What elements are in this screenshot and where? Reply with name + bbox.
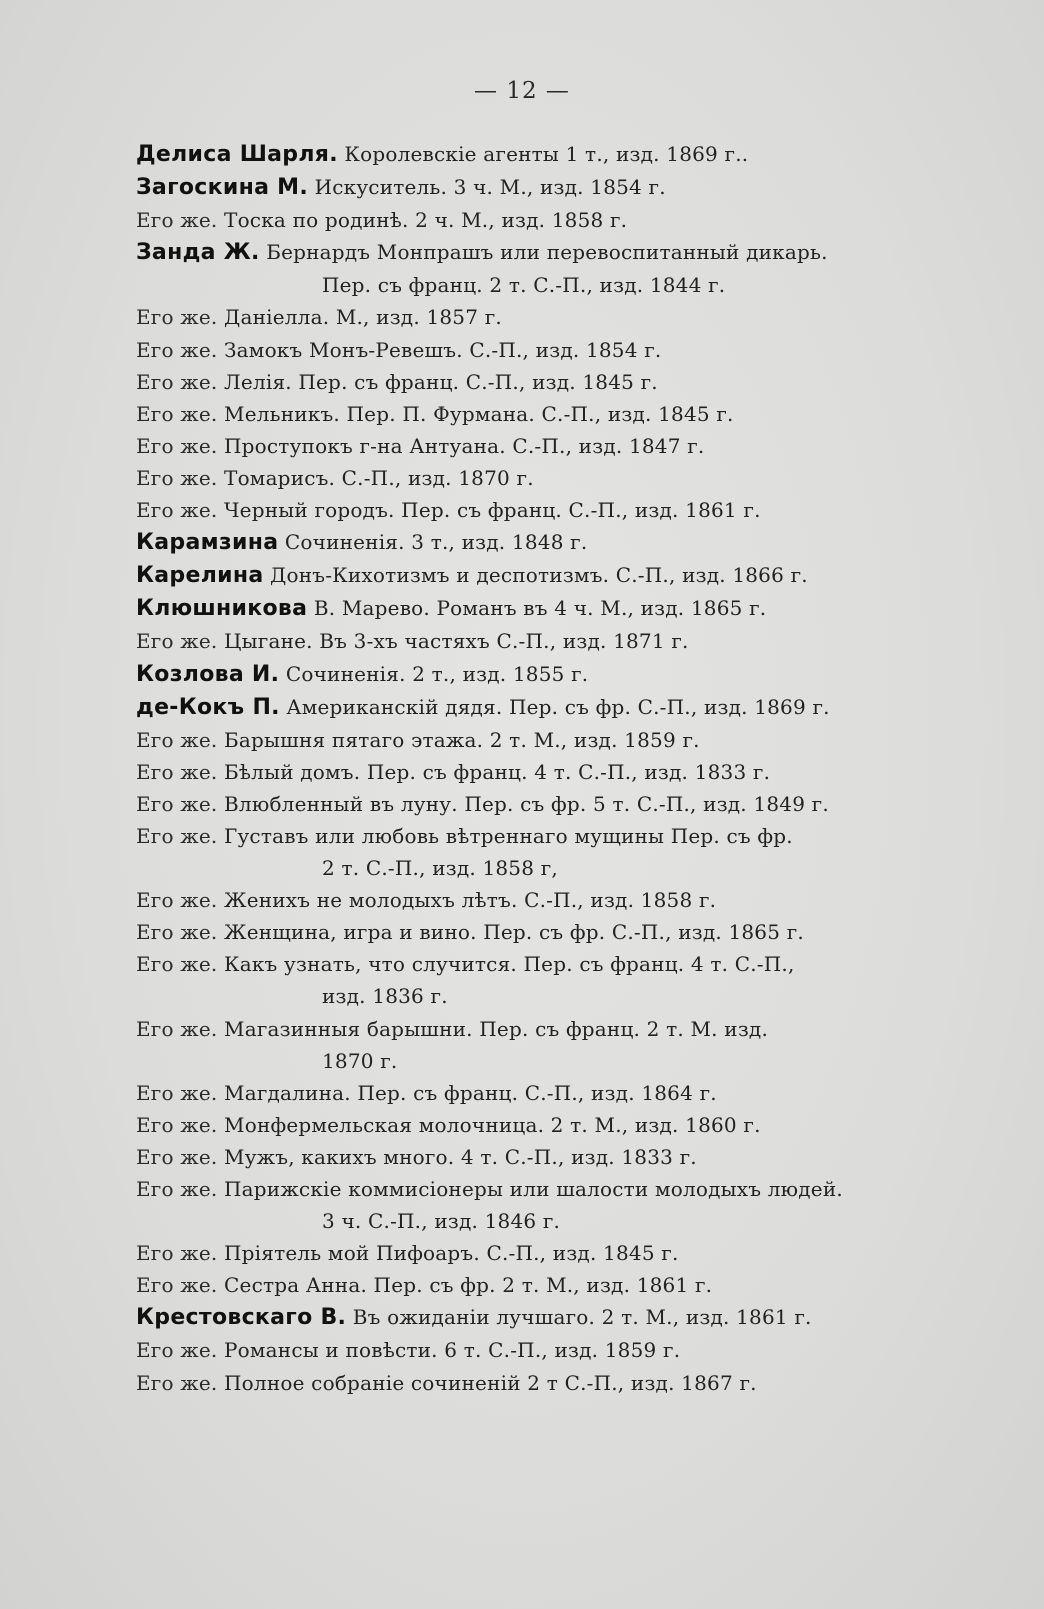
entry-author: де-Кокъ П.	[136, 694, 280, 720]
entry-same-author: Его же.	[136, 1273, 218, 1298]
entry-same-author: Его же.	[136, 498, 218, 523]
entry-title: Женихъ не молодыхъ лѣтъ. С.-П., изд. 1858 г.	[217, 888, 717, 913]
entry-same-author: Его же.	[136, 727, 218, 752]
catalog-entry	[136, 462, 926, 494]
catalog-entry	[136, 724, 926, 756]
entry-title: Магдалина. Пер. съ франц. С.-П., изд. 1864 г.	[217, 1080, 717, 1105]
entry-title: Сестра Анна. Пер. съ фр. 2 т. М., изд. 1861 г.	[217, 1273, 713, 1298]
entry-title: Мельникъ. Пер. П. Фурмана. С.-П., изд. 1845 г.	[217, 401, 734, 426]
entry-author: Загоскина М.	[136, 175, 309, 201]
entry-same-author: Его же.	[136, 1370, 218, 1395]
catalog-entry	[136, 526, 926, 559]
entry-author: Козлова И.	[136, 661, 280, 687]
entry-title: Парижскіе коммисіонеры или шалости молодыхъ людей.	[217, 1177, 843, 1201]
entry-title: Сочиненія. 3 т., изд. 1848 г.	[278, 530, 588, 555]
entry-title: Тоска по родинѣ. 2 ч. М., изд. 1858 г.	[217, 208, 628, 233]
catalog-entry	[136, 334, 926, 366]
entry-title: Черный городъ. Пер. съ франц. С.-П., изд. 1861 г.	[217, 498, 761, 523]
entry-title: Магазинныя барышни. Пер. съ франц. 2 т. М. изд.	[217, 1016, 769, 1041]
catalog-entry	[136, 1269, 926, 1301]
entry-title: Лелія. Пер. съ франц. С.-П., изд. 1845 г.	[217, 369, 658, 394]
catalog-entry	[136, 625, 926, 657]
entry-author: Крестовскаго В.	[136, 1305, 347, 1331]
catalog-entry	[136, 1077, 926, 1109]
entry-title: Пріятель мой Пифоаръ. С.-П., изд. 1845 г.	[217, 1241, 679, 1266]
entry-same-author: Его же.	[136, 823, 218, 848]
entry-same-author: Его же.	[136, 1112, 218, 1137]
entry-same-author: Его же.	[136, 433, 218, 458]
entry-same-author: Его же.	[136, 305, 218, 330]
catalog-entry	[136, 691, 926, 724]
entry-title: Бѣлый домъ. Пер. съ франц. 4 т. С.-П., изд. 1833 г.	[217, 759, 771, 784]
catalog-entry	[136, 398, 926, 430]
catalog-entry	[136, 366, 926, 398]
entry-title: Въ ожиданіи лучшаго. 2 т. М., изд. 1861 г.	[346, 1305, 812, 1330]
entry-same-author: Его же.	[136, 888, 218, 913]
catalog-entry	[136, 204, 926, 236]
entry-same-author: Его же.	[136, 952, 218, 977]
entry-title: Влюбленный въ луну. Пер. съ фр. 5 т. С.-П., изд. 1849 г.	[217, 791, 829, 816]
entry-title: Мужъ, какихъ много. 4 т. С.-П., изд. 1833 г.	[217, 1144, 697, 1169]
catalog-entry	[136, 756, 926, 788]
entry-continuation: 2 т. С.-П., изд. 1858 г,	[322, 856, 558, 881]
entry-same-author: Его же.	[136, 759, 218, 784]
catalog-entry	[136, 1367, 926, 1399]
entry-same-author: Его же.	[136, 465, 218, 490]
entry-same-author: Его же.	[136, 369, 218, 394]
entry-author: Карамзина	[136, 530, 279, 556]
entry-title: Даніелла. М., изд. 1857 г.	[217, 305, 502, 330]
entry-continuation: 3 ч. С.-П., изд. 1846 г.	[322, 1209, 561, 1234]
entry-same-author: Его же.	[136, 1080, 218, 1105]
entry-title: В. Марево. Романъ въ 4 ч. М., изд. 1865 г.	[307, 596, 767, 621]
catalog-entry	[136, 948, 926, 1012]
entry-title: Густавъ или любовь вѣтреннаго мущины Пер. съ фр.	[217, 823, 793, 848]
catalog-entry	[136, 1334, 926, 1366]
entry-author: Клюшникова	[136, 596, 308, 622]
book-list	[136, 138, 926, 1399]
catalog-entry	[136, 1141, 926, 1173]
entry-title: Томарисъ. С.-П., изд. 1870 г.	[217, 465, 534, 490]
entry-author: Карелина	[136, 563, 264, 589]
entry-same-author: Его же.	[136, 208, 218, 233]
catalog-entry	[136, 559, 926, 592]
entry-title: Сочиненія. 2 т., изд. 1855 г.	[279, 661, 589, 686]
catalog-entry	[136, 430, 926, 462]
entry-continuation: Пер. съ франц. 2 т. С.-П., изд. 1844 г.	[322, 273, 726, 298]
entry-same-author: Его же.	[136, 1016, 218, 1041]
entry-same-author: Его же.	[136, 1144, 218, 1169]
entry-same-author: Его же.	[136, 1241, 218, 1266]
entry-author: Занда Ж.	[136, 240, 260, 266]
entry-title: Цыгане. Въ 3-хъ частяхъ С.-П., изд. 1871 г.	[217, 629, 689, 654]
entry-same-author: Его же.	[136, 1177, 218, 1201]
catalog-entry	[136, 494, 926, 526]
entry-title: Полное собраніе сочиненій 2 т С.-П., изд. 1867 г.	[217, 1370, 757, 1395]
catalog-entry	[136, 171, 926, 204]
entry-same-author: Его же.	[136, 337, 218, 362]
entry-same-author: Его же.	[136, 920, 218, 945]
catalog-entry	[136, 236, 926, 301]
catalog-entry	[136, 1237, 926, 1269]
entry-title: Проступокъ г-на Антуана. С.-П., изд. 1847 г.	[217, 433, 705, 458]
entry-title: Монфермельская молочница. 2 т. М., изд. 1860 г.	[217, 1112, 761, 1137]
entry-same-author: Его же.	[136, 1338, 218, 1363]
entry-title: Барышня пятаго этажа. 2 т. М., изд. 1859 г.	[217, 727, 700, 752]
page-number: — 12 —	[474, 78, 570, 104]
entry-same-author: Его же.	[136, 629, 218, 654]
catalog-entry	[136, 1109, 926, 1141]
catalog-entry	[136, 138, 926, 171]
entry-author: Делиса Шарля.	[136, 142, 338, 167]
entry-same-author: Его же.	[136, 401, 218, 426]
catalog-entry	[136, 1301, 926, 1334]
catalog-entry	[136, 788, 926, 820]
entry-title: Замокъ Монъ-Ревешъ. С.-П., изд. 1854 г.	[217, 337, 662, 362]
catalog-entry	[136, 820, 926, 884]
entry-title: Американскій дядя. Пер. съ фр. С.-П., изд. 1869 г.	[279, 694, 830, 719]
catalog-entry	[136, 301, 926, 333]
catalog-entry	[136, 592, 926, 625]
entry-title: Какъ узнать, что случится. Пер. съ франц. 4 т. С.-П.,	[217, 952, 795, 977]
entry-same-author: Его же.	[136, 791, 218, 816]
entry-title: Искуситель. 3 ч. М., изд. 1854 г.	[308, 175, 666, 200]
catalog-entry	[136, 884, 926, 916]
entry-continuation: 1870 г.	[322, 1048, 398, 1073]
entry-title: Королевскіе агенты 1 т., изд. 1869 г..	[337, 142, 749, 166]
catalog-entry	[136, 916, 926, 948]
entry-continuation: изд. 1836 г.	[322, 984, 448, 1009]
entry-title: Романсы и повѣсти. 6 т. С.-П., изд. 1859 г.	[217, 1338, 681, 1363]
catalog-entry	[136, 1173, 926, 1237]
entry-title: Донъ-Кихотизмъ и деспотизмъ. С.-П., изд. 1866 г.	[263, 563, 808, 588]
catalog-entry	[136, 658, 926, 691]
entry-title: Бернардъ Монпрашъ или перевоспитанный дикарь.	[259, 240, 828, 265]
entry-title: Женщина, игра и вино. Пер. съ фр. С.-П., изд. 1865 г.	[217, 920, 804, 945]
catalog-entry	[136, 1013, 926, 1077]
